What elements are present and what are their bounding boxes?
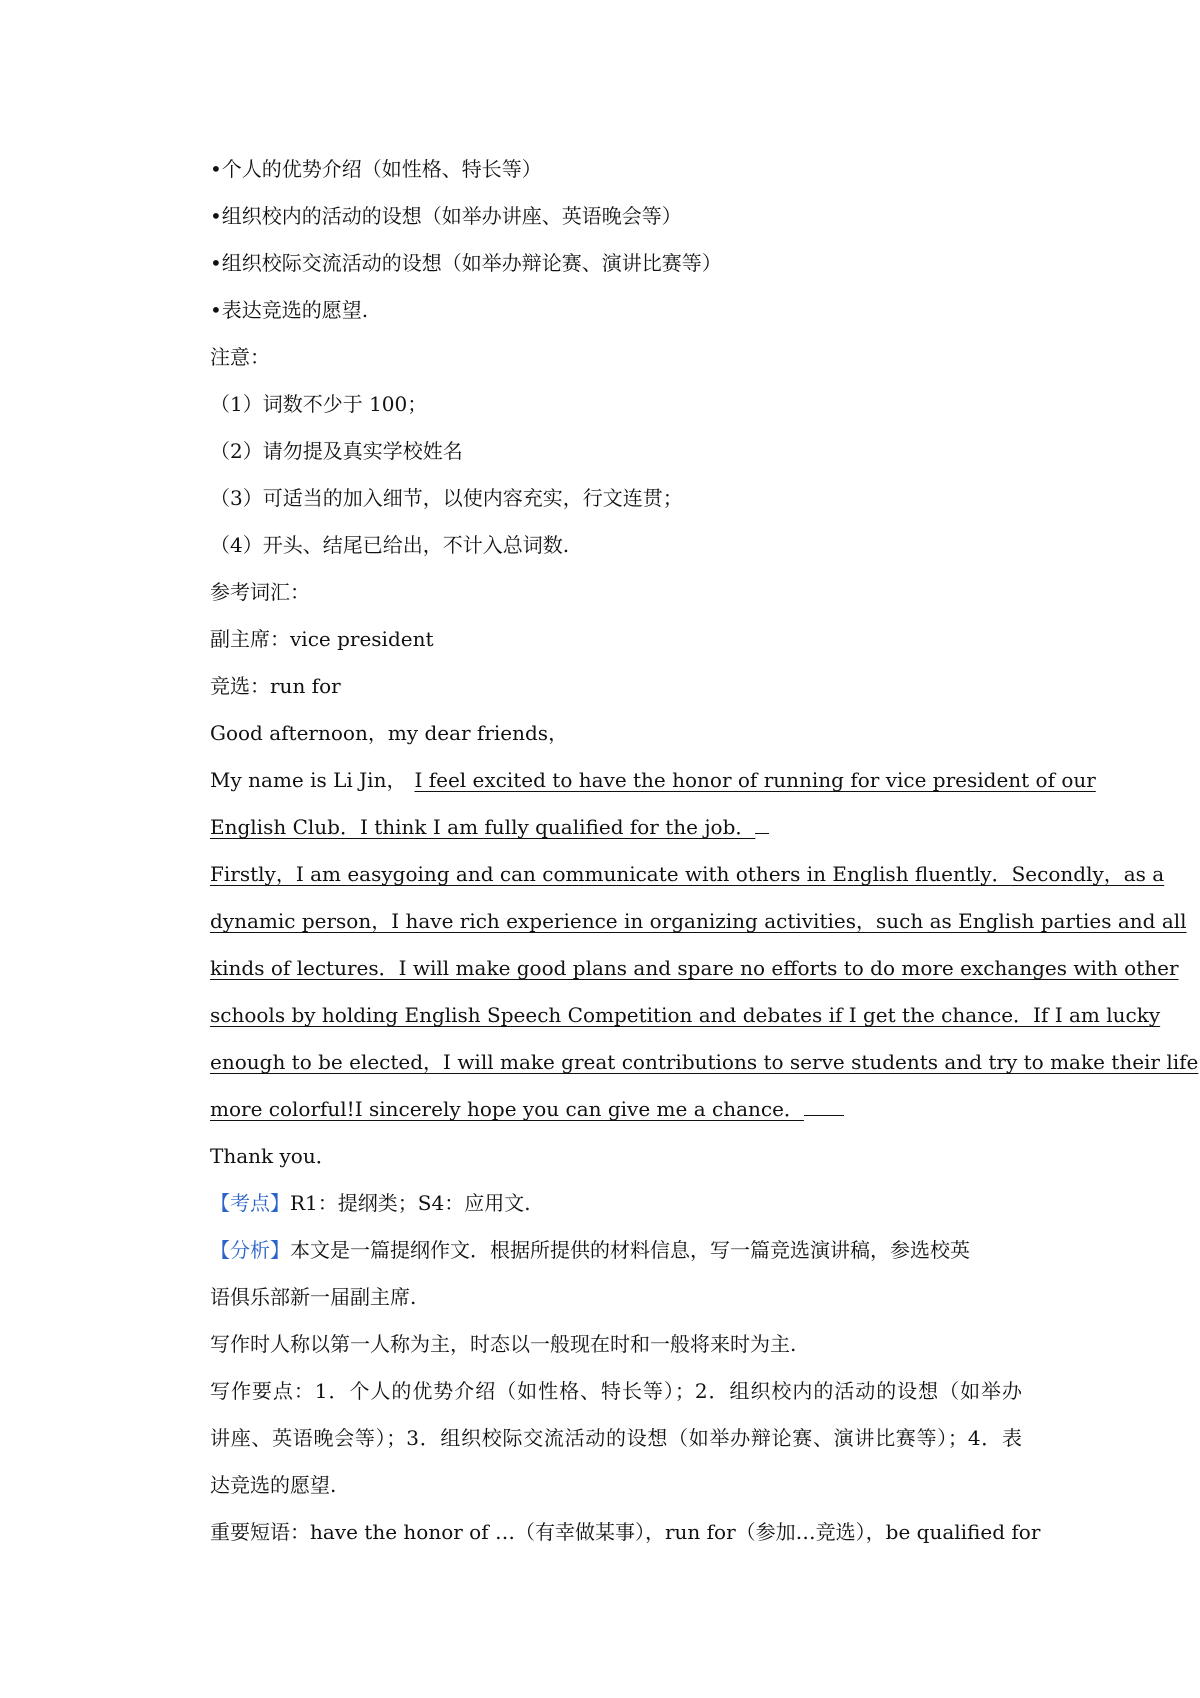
kaodian-line — [210, 1189, 1022, 1217]
essay-opening-prefix: My name is Li Jin， — [210, 768, 407, 792]
essay-answer-text: schools by holding English Speech Competition and debates if I get the chance．If I am lucky — [210, 1003, 1161, 1027]
essay-closing: Thank you． — [210, 1144, 336, 1168]
essay-greeting: Good afternoon，my dear friends， — [210, 721, 569, 745]
kaodian-text: R1：提纲类；S4：应用文. — [290, 1191, 531, 1215]
note-item: （1）词数不少于 100； — [210, 392, 428, 416]
essay-answer-text: enough to be elected，I will make great contributions to serve students and try to make their life — [210, 1050, 1199, 1074]
fenxi-text: 语俱乐部新一届副主席. — [210, 1285, 417, 1309]
answer-blank — [755, 815, 769, 834]
note-item: （4）开头、结尾已给出，不计入总词数. — [210, 533, 570, 557]
fenxi-line — [210, 1236, 1022, 1264]
vocab-item: 竞选：run for — [210, 674, 341, 698]
bullet-item: •组织校内的活动的设想（如举办讲座、英语晚会等） — [210, 204, 682, 228]
essay-opening-line — [210, 766, 1096, 794]
essay-answer-text: Firstly，I am easygoing and can communicate with others in English fluently．Secondly，as a — [210, 862, 1165, 886]
vocab-item: 副主席：vice president — [210, 627, 434, 651]
bullet-item: •组织校际交流活动的设想（如举办辩论赛、演讲比赛等） — [210, 251, 722, 275]
essay-answer-text: more colorful!I sincerely hope you can give me a chance． — [210, 1097, 804, 1121]
vocab-title: 参考词汇： — [210, 580, 310, 604]
essay-answer-line — [210, 1095, 1022, 1123]
essay-answer-line — [210, 813, 1022, 841]
kaodian-tag: 【考点】 — [210, 1191, 290, 1215]
bullet-item: •表达竞选的愿望. — [210, 298, 369, 322]
person-tense-text: 写作时人称以第一人称为主，时态以一般现在时和一般将来时为主. — [210, 1332, 797, 1356]
key-phrases-text: 重要短语：have the honor of …（有幸做某事），run for（参加…竞选），be qualified for — [210, 1520, 1041, 1544]
essay-answer-text: dynamic person，I have rich experience in organizing activities，such as English parties and all — [210, 909, 1187, 933]
note-item: （2）请勿提及真实学校姓名 — [210, 439, 463, 463]
fenxi-tag: 【分析】 — [210, 1238, 290, 1262]
writing-points-text: 达竞选的愿望. — [210, 1473, 337, 1497]
bullet-item: •个人的优势介绍（如性格、特长等） — [210, 157, 542, 181]
answer-blank — [804, 1097, 844, 1116]
notes-title: 注意： — [210, 345, 270, 369]
essay-answer-text: I feel excited to have the honor of running for vice president of our — [414, 768, 1096, 792]
note-item: （3）可适当的加入细节，以使内容充实，行文连贯； — [210, 486, 683, 510]
writing-points-text: 写作要点：1．个人的优势介绍（如性格、特长等）；2．组织校内的活动的设想（如举办 — [210, 1379, 1022, 1403]
essay-answer-text: English Club．I think I am fully qualified for the job． — [210, 815, 756, 839]
fenxi-text: 本文是一篇提纲作文．根据所提供的材料信息，写一篇竞选演讲稿，参选校英 — [290, 1238, 970, 1262]
writing-points-text: 讲座、英语晚会等）；3．组织校际交流活动的设想（如举办辩论赛、演讲比赛等）；4．表 — [210, 1426, 1022, 1450]
essay-answer-text: kinds of lectures．I will make good plans and spare no efforts to do more exchanges with other — [210, 956, 1179, 980]
